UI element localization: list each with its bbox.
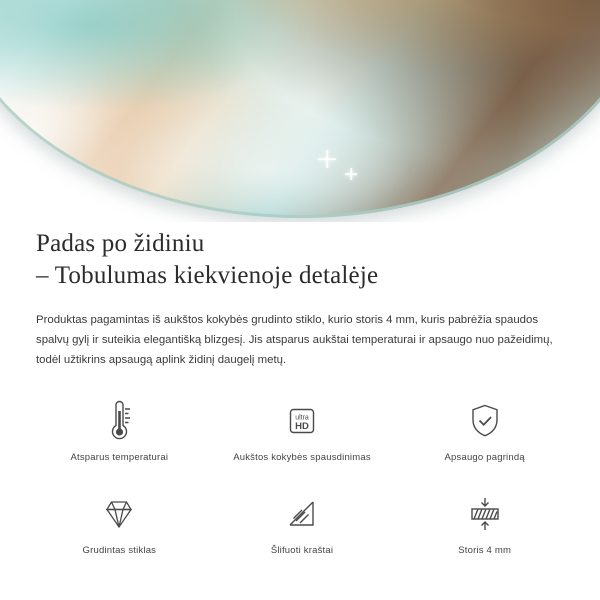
feature-item-temperature-resistant: [28, 398, 211, 463]
headline-line-1: Padas po židiniu: [36, 230, 205, 257]
body-paragraph: Produktas pagamintas iš aukštos kokybės grudinto stiklo, kurio storis 4 mm, kuris pabrėžia spaudos spalvų gylį ir suteikia elegantišką blizgesį. Jis atsparus aukštai temperaturai ir apsaugo nuo pažeidimų, todėl užtikrins apsaugą aplink židinį daugelį metų.: [36, 314, 553, 366]
feature-label: Aukštos kokybės spausdinimas: [233, 452, 371, 463]
page-title: [36, 228, 600, 292]
diamond-icon: [97, 491, 141, 537]
feature-item-surface-protection: [393, 398, 576, 463]
hero-image: [0, 0, 600, 222]
svg-text:HD: HD: [295, 421, 309, 432]
polished-edge-icon: [280, 491, 324, 537]
round-glass-pad-image: [0, 0, 600, 218]
feature-label: Storis 4 mm: [458, 545, 512, 556]
text-content: [0, 228, 600, 370]
feature-label: Grudintas stiklas: [82, 545, 157, 556]
feature-label: Apsaugo pagrindą: [444, 452, 525, 463]
thermometer-icon: [99, 398, 139, 444]
thickness-arrows-icon: [463, 491, 507, 537]
ultra-hd-icon: [282, 398, 322, 444]
shield-check-icon: [465, 398, 505, 444]
svg-text:ultra: ultra: [295, 414, 309, 422]
feature-label: Atsparus temperaturai: [70, 452, 169, 463]
feature-grid: [28, 398, 576, 556]
headline-line-2: – Tobulumas kiekvienoje detalėje: [36, 262, 379, 289]
feature-item-thickness: [393, 491, 576, 556]
feature-item-print-quality: [211, 398, 394, 463]
feature-item-polished-edges: [211, 491, 394, 556]
feature-item-tempered-glass: [28, 491, 211, 556]
feature-label: Šlifuoti kraštai: [270, 545, 334, 556]
